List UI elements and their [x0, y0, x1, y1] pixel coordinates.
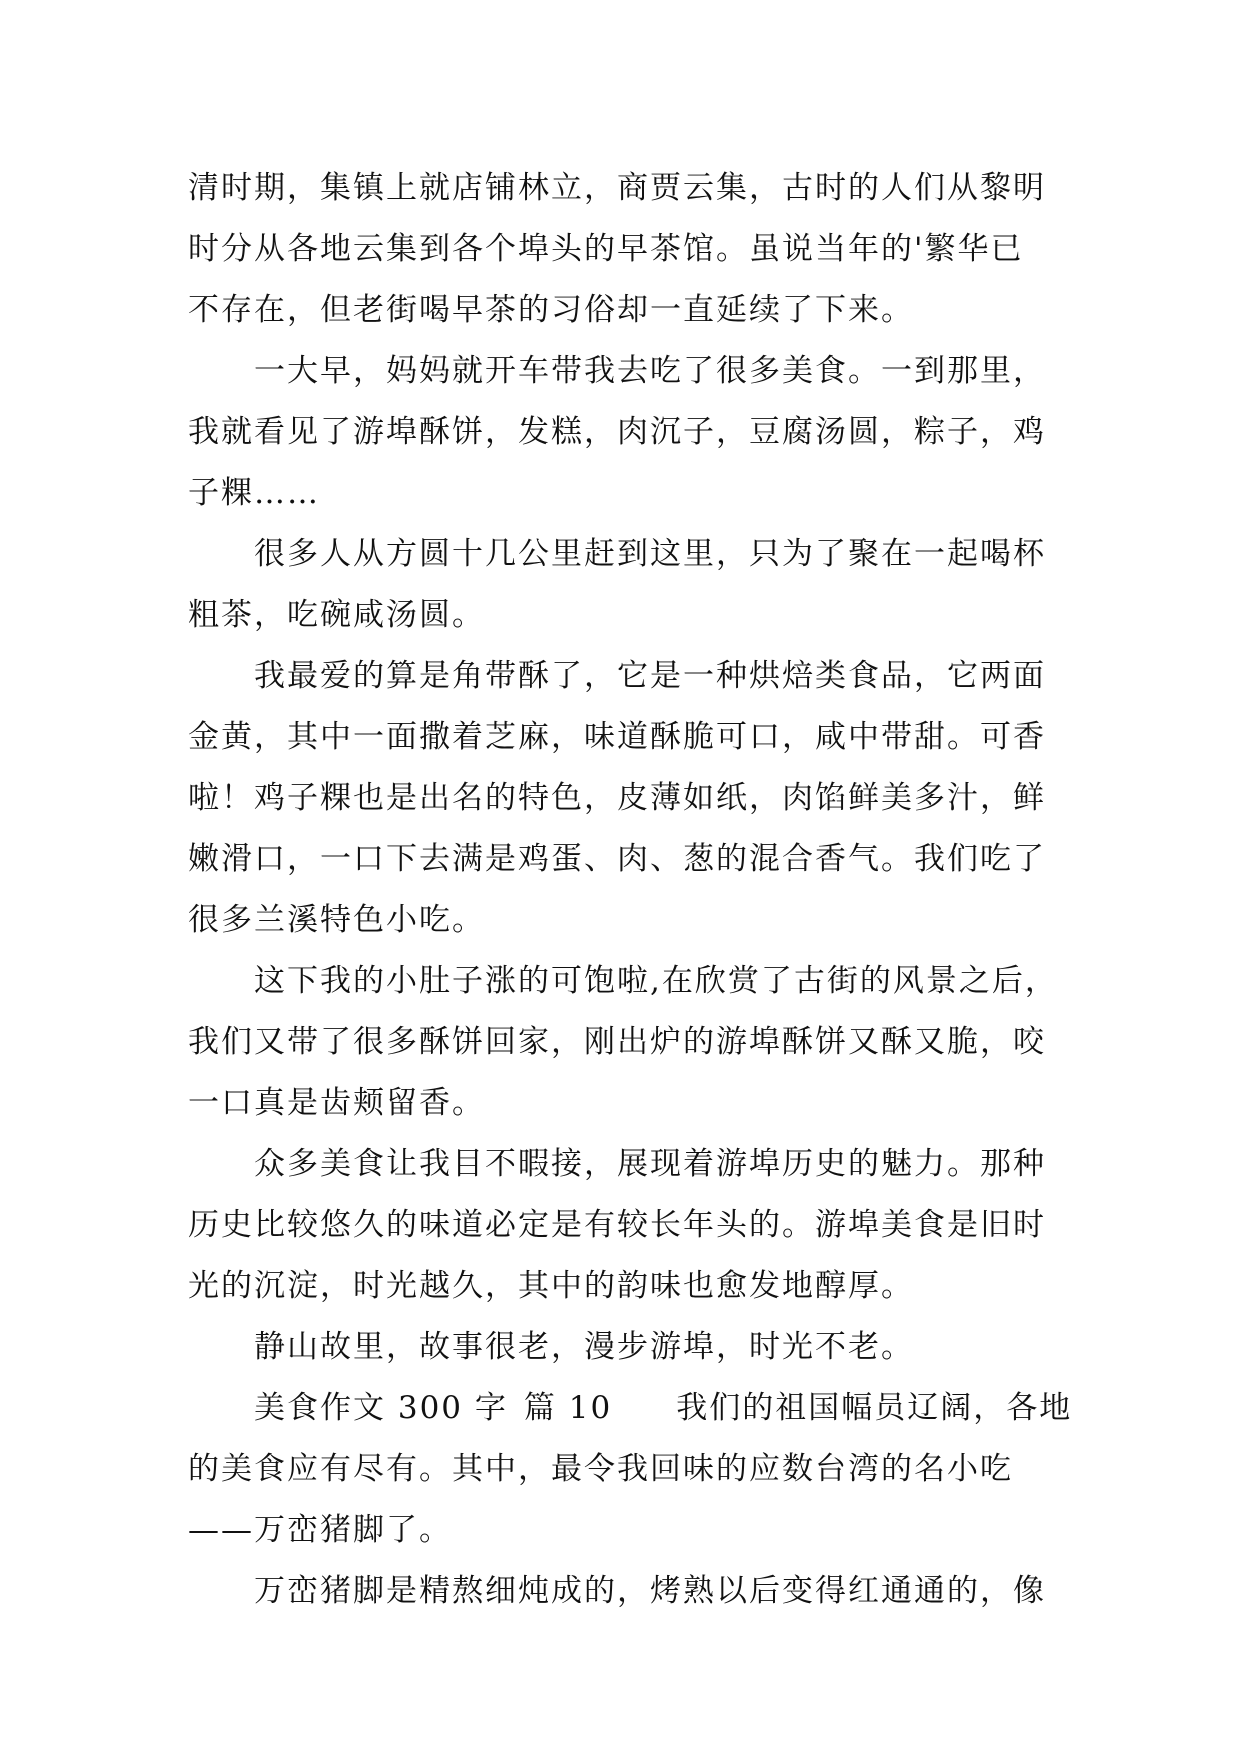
- text-line: 我们又带了很多酥饼回家，刚出炉的游埠酥饼又酥又脆，咬: [188, 1024, 1046, 1060]
- paragraph-start: 众多美食让我目不暇接，展现着游埠历史的魅力。那种: [254, 1146, 1046, 1182]
- text-line: 光的沉淀，时光越久，其中的韵味也愈发地醇厚。: [188, 1268, 914, 1304]
- text-line: 嫩滑口，一口下去满是鸡蛋、肉、葱的混合香气。我们吃了: [188, 841, 1046, 877]
- paragraph-start: 这下我的小肚子涨的可饱啦,在欣赏了古街的风景之后，: [254, 963, 1058, 999]
- text-line: 啦！鸡子粿也是出名的特色，皮薄如纸，肉馅鲜美多汁，鲜: [188, 780, 1046, 816]
- paragraph-start: 万峦猪脚是精熬细炖成的，烤熟以后变得红通通的，像: [254, 1573, 1046, 1609]
- text-line: 我就看见了游埠酥饼，发糕，肉沉子，豆腐汤圆，粽子，鸡: [188, 414, 1046, 450]
- paragraph-start: 一大早，妈妈就开车带我去吃了很多美食。一到那里，: [254, 353, 1046, 389]
- text-line: 子粿……: [188, 475, 320, 511]
- paragraph-start: 我最爱的算是角带酥了，它是一种烘焙类食品，它两面: [254, 658, 1046, 694]
- text-line: 时分从各地云集到各个埠头的早茶馆。虽说当年的'繁华已: [188, 231, 1024, 267]
- text-line: 的美食应有尽有。其中，最令我回味的应数台湾的名小吃: [188, 1451, 1013, 1487]
- section-heading-line: [188, 1378, 1073, 1439]
- text-line: 金黄，其中一面撒着芝麻，味道酥脆可口，咸中带甜。可香: [188, 719, 1046, 755]
- paragraph-start: 很多人从方圆十几公里赶到这里，只为了聚在一起喝杯: [254, 536, 1046, 572]
- essay-title: 美食作文 300 字: [254, 1390, 508, 1426]
- text-line: 历史比较悠久的味道必定是有较长年头的。游埠美食是旧时: [188, 1207, 1046, 1243]
- text-line: 粗茶，吃碗咸汤圆。: [188, 597, 485, 633]
- text-line: 很多兰溪特色小吃。: [188, 902, 485, 938]
- text-line: ——万峦猪脚了。: [188, 1512, 452, 1548]
- section-number: 篇 10: [523, 1390, 613, 1426]
- text-line: 清时期，集镇上就店铺林立，商贾云集，古时的人们从黎明: [188, 170, 1046, 206]
- text-line: 不存在，但老街喝早茶的习俗却一直延续了下来。: [188, 292, 914, 328]
- text-line: 一口真是齿颊留香。: [188, 1085, 485, 1121]
- paragraph-start: 我们的祖国幅员辽阔，各地: [676, 1390, 1073, 1426]
- document-body: [188, 158, 1073, 1622]
- paragraph-start: 静山故里，故事很老，漫步游埠，时光不老。: [254, 1329, 914, 1365]
